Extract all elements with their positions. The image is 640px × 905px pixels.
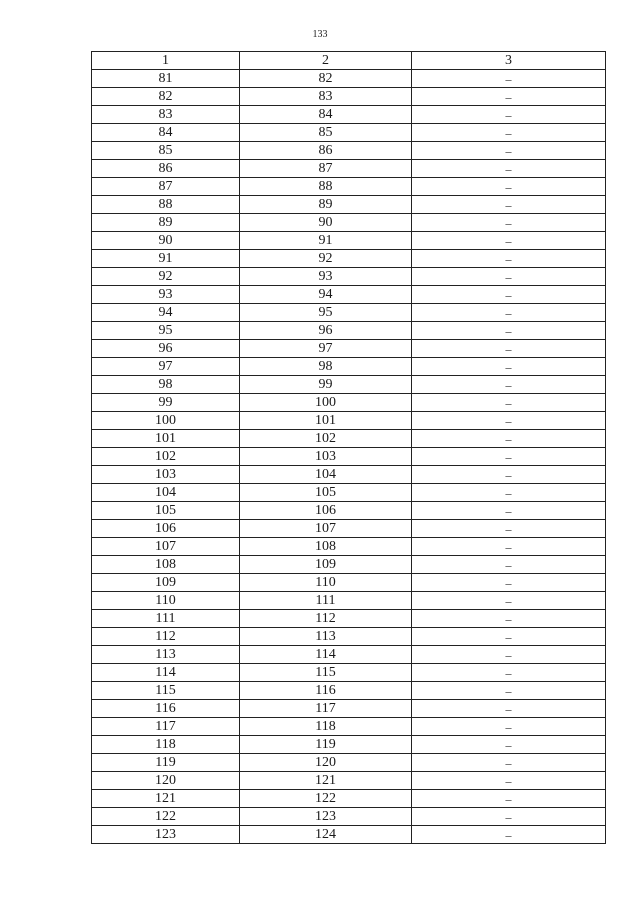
data-table (91, 51, 606, 844)
table-cell-col-3: – (412, 268, 606, 286)
table-cell-col-2: 99 (240, 376, 412, 394)
table-cell-col-2: 93 (240, 268, 412, 286)
table-cell-col-1: 114 (92, 664, 240, 682)
column-header-1: 1 (92, 52, 240, 70)
table-cell-col-2: 121 (240, 772, 412, 790)
table-header-row (92, 52, 606, 70)
table-cell-col-1: 91 (92, 250, 240, 268)
table-cell-col-3: – (412, 106, 606, 124)
table-cell-col-3: – (412, 736, 606, 754)
table-cell-col-2: 118 (240, 718, 412, 736)
table-cell-col-2: 98 (240, 358, 412, 376)
table-cell-col-3: – (412, 808, 606, 826)
table-row (92, 826, 606, 844)
table-cell-col-1: 89 (92, 214, 240, 232)
table-cell-col-2: 113 (240, 628, 412, 646)
table-cell-col-3: – (412, 142, 606, 160)
table-cell-col-3: – (412, 70, 606, 88)
table-row (92, 682, 606, 700)
table-cell-col-2: 84 (240, 106, 412, 124)
table-cell-col-1: 94 (92, 304, 240, 322)
table-cell-col-1: 83 (92, 106, 240, 124)
table-row (92, 124, 606, 142)
table-cell-col-3: – (412, 610, 606, 628)
table-cell-col-1: 87 (92, 178, 240, 196)
table-cell-col-2: 117 (240, 700, 412, 718)
table-cell-col-1: 86 (92, 160, 240, 178)
table-cell-col-1: 118 (92, 736, 240, 754)
table-cell-col-2: 123 (240, 808, 412, 826)
table-row (92, 700, 606, 718)
table-row (92, 250, 606, 268)
table-cell-col-1: 84 (92, 124, 240, 142)
table-cell-col-3: – (412, 700, 606, 718)
column-header-2: 2 (240, 52, 412, 70)
table-row (92, 142, 606, 160)
table-cell-col-1: 109 (92, 574, 240, 592)
table-cell-col-1: 106 (92, 520, 240, 538)
table-row (92, 160, 606, 178)
table-body (92, 70, 606, 844)
column-header-3: 3 (412, 52, 606, 70)
table-cell-col-3: – (412, 178, 606, 196)
table-cell-col-1: 119 (92, 754, 240, 772)
table-cell-col-1: 123 (92, 826, 240, 844)
table-cell-col-2: 96 (240, 322, 412, 340)
table-cell-col-3: – (412, 502, 606, 520)
table-cell-col-3: – (412, 718, 606, 736)
table-cell-col-2: 90 (240, 214, 412, 232)
table-cell-col-3: – (412, 322, 606, 340)
table-row (92, 466, 606, 484)
table-row (92, 214, 606, 232)
table-cell-col-3: – (412, 214, 606, 232)
table-cell-col-1: 103 (92, 466, 240, 484)
table-row (92, 178, 606, 196)
table-row (92, 340, 606, 358)
table-cell-col-2: 107 (240, 520, 412, 538)
table-row (92, 790, 606, 808)
table-cell-col-1: 95 (92, 322, 240, 340)
table-cell-col-1: 117 (92, 718, 240, 736)
table-row (92, 412, 606, 430)
table-cell-col-3: – (412, 376, 606, 394)
table-row (92, 808, 606, 826)
table-cell-col-1: 96 (92, 340, 240, 358)
table-row (92, 70, 606, 88)
table-cell-col-2: 97 (240, 340, 412, 358)
table-row (92, 322, 606, 340)
table-cell-col-1: 105 (92, 502, 240, 520)
table-cell-col-1: 99 (92, 394, 240, 412)
table-row (92, 358, 606, 376)
table-cell-col-3: – (412, 664, 606, 682)
table-row (92, 592, 606, 610)
table-row (92, 88, 606, 106)
table-cell-col-3: – (412, 538, 606, 556)
table-cell-col-2: 86 (240, 142, 412, 160)
table-cell-col-1: 100 (92, 412, 240, 430)
table-cell-col-2: 82 (240, 70, 412, 88)
table-cell-col-1: 97 (92, 358, 240, 376)
table-cell-col-2: 109 (240, 556, 412, 574)
table-row (92, 376, 606, 394)
table-cell-col-2: 101 (240, 412, 412, 430)
table-cell-col-2: 112 (240, 610, 412, 628)
table-cell-col-3: – (412, 358, 606, 376)
table-row (92, 448, 606, 466)
table-cell-col-1: 90 (92, 232, 240, 250)
table-row (92, 286, 606, 304)
table-cell-col-1: 115 (92, 682, 240, 700)
table-row (92, 538, 606, 556)
table-cell-col-3: – (412, 412, 606, 430)
table-cell-col-3: – (412, 88, 606, 106)
table-row (92, 430, 606, 448)
table-cell-col-3: – (412, 124, 606, 142)
table-row (92, 268, 606, 286)
table-cell-col-1: 120 (92, 772, 240, 790)
table-cell-col-3: – (412, 628, 606, 646)
table-cell-col-3: – (412, 790, 606, 808)
table-row (92, 556, 606, 574)
table-row (92, 772, 606, 790)
table-cell-col-3: – (412, 754, 606, 772)
table-row (92, 196, 606, 214)
table-cell-col-2: 116 (240, 682, 412, 700)
table-cell-col-1: 81 (92, 70, 240, 88)
table-cell-col-2: 103 (240, 448, 412, 466)
table-cell-col-1: 92 (92, 268, 240, 286)
table-cell-col-1: 110 (92, 592, 240, 610)
table-cell-col-2: 114 (240, 646, 412, 664)
table-cell-col-2: 111 (240, 592, 412, 610)
table-cell-col-3: – (412, 520, 606, 538)
table-cell-col-2: 102 (240, 430, 412, 448)
table-cell-col-2: 85 (240, 124, 412, 142)
table-cell-col-1: 113 (92, 646, 240, 664)
table-row (92, 664, 606, 682)
table-row (92, 502, 606, 520)
table-row (92, 628, 606, 646)
table-cell-col-2: 120 (240, 754, 412, 772)
table-cell-col-3: – (412, 484, 606, 502)
table-cell-col-3: – (412, 448, 606, 466)
table-cell-col-3: – (412, 556, 606, 574)
table-cell-col-1: 98 (92, 376, 240, 394)
table-cell-col-1: 88 (92, 196, 240, 214)
table-cell-col-2: 104 (240, 466, 412, 484)
table-cell-col-3: – (412, 232, 606, 250)
page-number: 133 (312, 29, 328, 40)
table-cell-col-2: 115 (240, 664, 412, 682)
table-cell-col-2: 122 (240, 790, 412, 808)
table-cell-col-1: 107 (92, 538, 240, 556)
table-cell-col-3: – (412, 826, 606, 844)
table-row (92, 484, 606, 502)
table-cell-col-2: 100 (240, 394, 412, 412)
table-cell-col-2: 87 (240, 160, 412, 178)
table-row (92, 520, 606, 538)
table-cell-col-1: 85 (92, 142, 240, 160)
table-cell-col-3: – (412, 574, 606, 592)
table-cell-col-2: 105 (240, 484, 412, 502)
table-cell-col-3: – (412, 286, 606, 304)
table-cell-col-2: 124 (240, 826, 412, 844)
table-cell-col-2: 110 (240, 574, 412, 592)
table-cell-col-1: 93 (92, 286, 240, 304)
table-cell-col-1: 122 (92, 808, 240, 826)
table-cell-col-1: 108 (92, 556, 240, 574)
table-cell-col-2: 119 (240, 736, 412, 754)
table-cell-col-3: – (412, 250, 606, 268)
table-row (92, 736, 606, 754)
table-row (92, 232, 606, 250)
table-row (92, 754, 606, 772)
table-cell-col-3: – (412, 682, 606, 700)
table-cell-col-2: 88 (240, 178, 412, 196)
table-cell-col-3: – (412, 394, 606, 412)
table-cell-col-3: – (412, 592, 606, 610)
table-row (92, 646, 606, 664)
table-cell-col-2: 83 (240, 88, 412, 106)
table-cell-col-1: 121 (92, 790, 240, 808)
table-cell-col-3: – (412, 196, 606, 214)
table-cell-col-2: 89 (240, 196, 412, 214)
table-cell-col-3: – (412, 160, 606, 178)
table-cell-col-2: 94 (240, 286, 412, 304)
table-cell-col-3: – (412, 466, 606, 484)
table-row (92, 304, 606, 322)
table-cell-col-1: 112 (92, 628, 240, 646)
table-row (92, 610, 606, 628)
table-cell-col-2: 92 (240, 250, 412, 268)
table-cell-col-2: 91 (240, 232, 412, 250)
table-cell-col-1: 102 (92, 448, 240, 466)
table-cell-col-1: 116 (92, 700, 240, 718)
table-cell-col-3: – (412, 646, 606, 664)
table-cell-col-1: 104 (92, 484, 240, 502)
table-row (92, 574, 606, 592)
table-cell-col-3: – (412, 772, 606, 790)
table-cell-col-1: 82 (92, 88, 240, 106)
table-cell-col-2: 95 (240, 304, 412, 322)
table-cell-col-3: – (412, 304, 606, 322)
table-cell-col-3: – (412, 340, 606, 358)
table-cell-col-2: 106 (240, 502, 412, 520)
table-row (92, 106, 606, 124)
table-row (92, 394, 606, 412)
table-cell-col-1: 101 (92, 430, 240, 448)
table-cell-col-3: – (412, 430, 606, 448)
table-cell-col-1: 111 (92, 610, 240, 628)
table-row (92, 718, 606, 736)
table-cell-col-2: 108 (240, 538, 412, 556)
